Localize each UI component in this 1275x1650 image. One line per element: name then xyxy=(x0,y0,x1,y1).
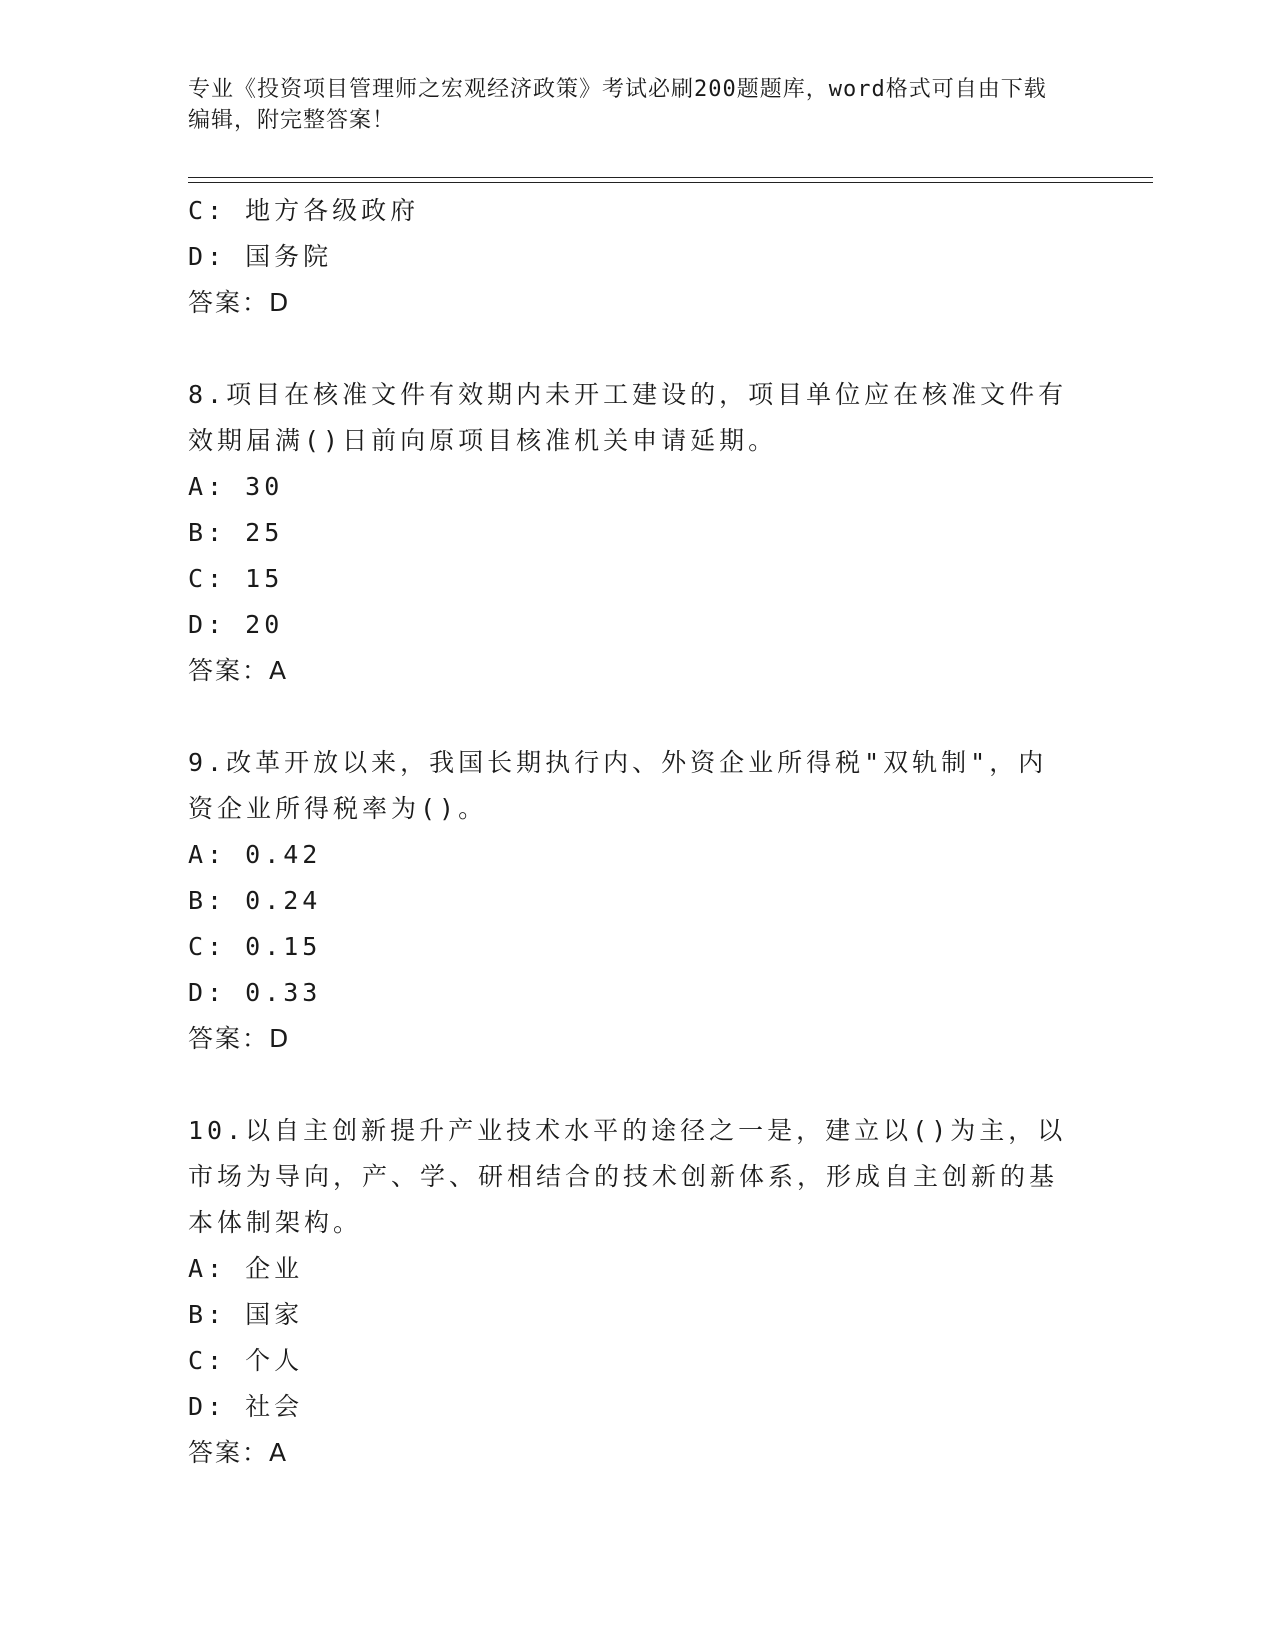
question-10 xyxy=(188,1108,1088,1476)
answer-line: 答案：D xyxy=(188,1024,291,1053)
spacer xyxy=(188,326,1088,372)
option-c: C: 15 xyxy=(188,564,284,593)
option-d: D: 0.33 xyxy=(188,978,322,1007)
option-b: B: 25 xyxy=(188,518,284,547)
question-8 xyxy=(188,372,1088,694)
option-c: C: 个人 xyxy=(188,1346,304,1375)
option-d: D: 国务院 xyxy=(188,242,333,271)
option-c: C: 0.15 xyxy=(188,932,322,961)
option-d: D: 20 xyxy=(188,610,284,639)
header-rule-bottom xyxy=(188,182,1153,183)
option-a: A: 企业 xyxy=(188,1254,304,1283)
question-text: 9.改革开放以来，我国长期执行内、外资企业所得税"双轨制"，内资企业所得税率为()。 xyxy=(188,748,1048,823)
option-b: B: 0.24 xyxy=(188,886,322,915)
question-list xyxy=(188,188,1088,1476)
answer-line: 答案：A xyxy=(188,1438,289,1467)
spacer xyxy=(188,694,1088,740)
option-d: D: 社会 xyxy=(188,1392,304,1421)
option-b: B: 国家 xyxy=(188,1300,304,1329)
option-a: A: 30 xyxy=(188,472,284,501)
option-a: A: 0.42 xyxy=(188,840,322,869)
question-text: 8.项目在核准文件有效期内未开工建设的，项目单位应在核准文件有效期届满()日前向原项目核准机关申请延期。 xyxy=(188,380,1068,455)
header-rule-top xyxy=(188,177,1153,178)
carryover-block xyxy=(188,188,1088,326)
answer-line: 答案：A xyxy=(188,656,289,685)
spacer xyxy=(188,1062,1088,1108)
answer-line: 答案：D xyxy=(188,288,291,317)
question-text: 10.以自主创新提升产业技术水平的途径之一是，建立以()为主，以市场为导向，产、学、研相结合的技术创新体系，形成自主创新的基本体制架构。 xyxy=(188,1116,1067,1237)
option-c: C: 地方各级政府 xyxy=(188,196,420,225)
document-header: 专业《投资项目管理师之宏观经济政策》考试必刷200题题库，word格式可自由下载编辑，附完整答案！ xyxy=(188,77,1047,133)
question-9 xyxy=(188,740,1088,1062)
